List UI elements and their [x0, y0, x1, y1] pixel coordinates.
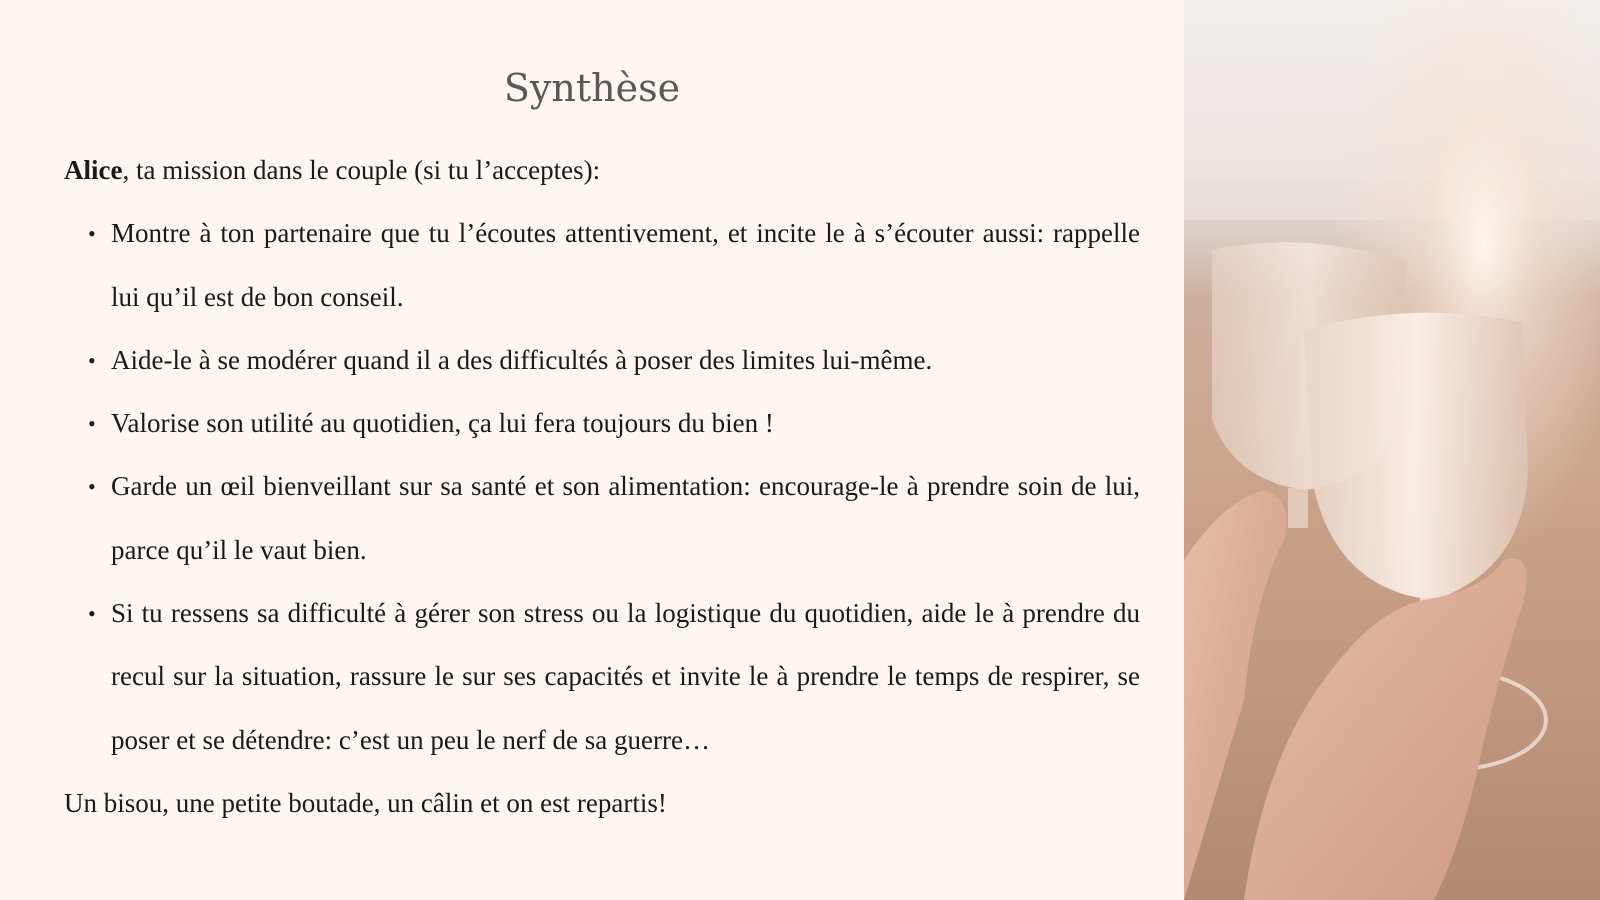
bullet-text: Aide-le à se modérer quand il a des difficultés à poser des limites lui-même.: [111, 344, 933, 375]
bullet-dot-icon: •: [88, 601, 96, 627]
slide-body: [64, 139, 1140, 835]
intro-line: [64, 139, 1140, 202]
bullet-text: Valorise son utilité au quotidien, ça lui fera toujours du bien !: [111, 408, 774, 439]
wine-glasses-illustration: [1184, 0, 1600, 900]
slide-title: Synthèse: [503, 66, 681, 110]
bullet-dot-icon: •: [88, 347, 96, 373]
list-item: [64, 329, 1140, 392]
bullet-dot-icon: •: [88, 221, 96, 247]
list-item: [64, 202, 1140, 329]
photo-wine-glasses: [1184, 0, 1600, 900]
closing-line: Un bisou, une petite boutade, un câlin et on est repartis!: [64, 787, 667, 818]
list-item: [64, 392, 1140, 455]
intro-text: , ta mission dans le couple (si tu l’acceptes):: [122, 155, 601, 185]
list-item: [64, 582, 1140, 772]
intro-name: Alice: [64, 155, 123, 185]
bullet-text: Montre à ton partenaire que tu l’écoutes attentivement, et incite le à s’écouter aussi: rappelle lui qu’il est de bon conseil.: [111, 218, 1140, 312]
bullet-list: [64, 202, 1140, 772]
bullet-dot-icon: •: [88, 411, 96, 437]
bullet-text: Si tu ressens sa difficulté à gérer son stress ou la logistique du quotidien, aide le à prendre du recul sur la situation, rassure le sur ses capacités et invite le à prendre le temps de respirer, se poser et se détendre: c’est un peu le nerf de sa guerre…: [111, 598, 1140, 755]
bullet-text: Garde un œil bienveillant sur sa santé et son alimentation: encourage-le à prendre soin de lui, parce qu’il le vaut bien.: [111, 471, 1140, 565]
bullet-dot-icon: •: [88, 474, 96, 500]
list-item: [64, 455, 1140, 582]
